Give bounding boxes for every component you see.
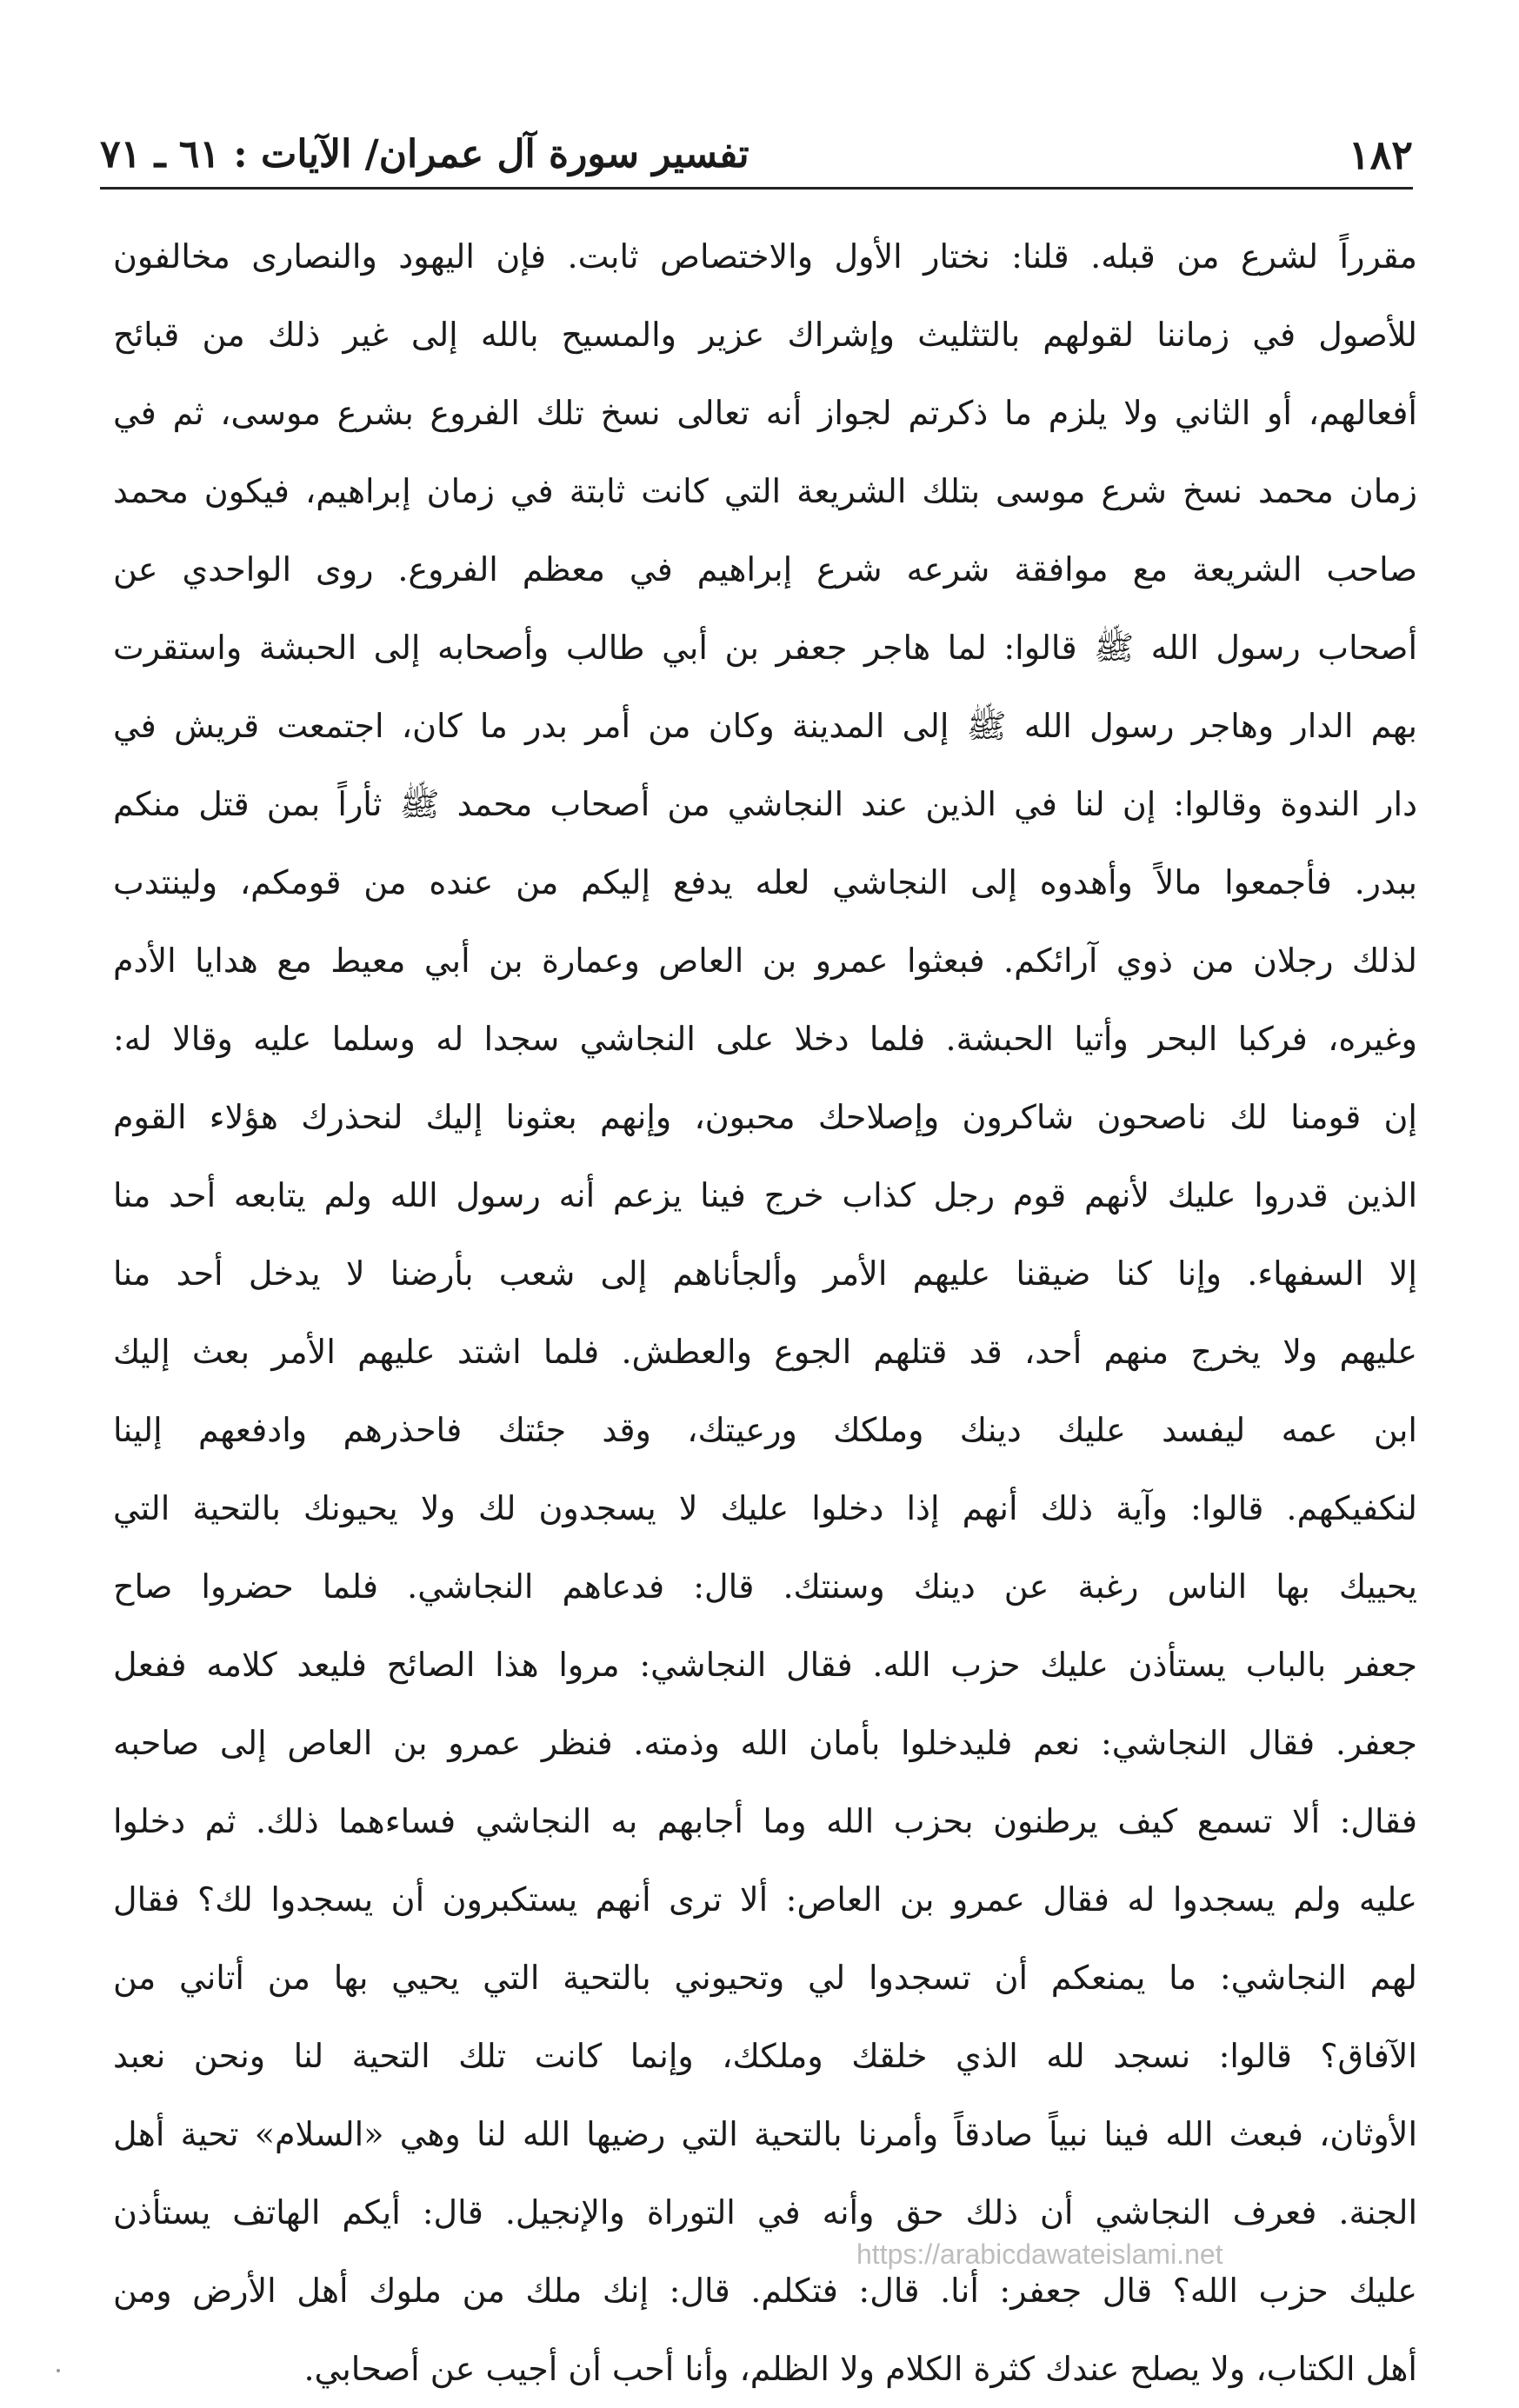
text-line: أفعالهم، أو الثاني ولا يلزم ما ذكرتم لجواز أنه تعالى نسخ تلك الفروع بشرع موسى، ثم في <box>113 394 1417 432</box>
text-line: لنكفيكهم. قالوا: وآية ذلك أنهم إذا دخلوا عليك لا يسجدون لك ولا يحيونك بالتحية التي <box>113 1489 1417 1527</box>
page-number: ١٨٢ <box>1348 131 1413 178</box>
text-line: أهل الكتاب، ولا يصلح عندك كثرة الكلام ولا الظلم، وأنا أحب أن أجيب عن أصحابي. <box>303 2350 1417 2388</box>
text-line: للأصول في زماننا لقولهم بالتثليث وإشراك عزير والمسيح بالله إلى غير ذلك من قبائح <box>113 316 1417 354</box>
running-title: تفسير سورة آل عمران/ الآيات : ٦١ ـ ٧١ <box>100 132 750 176</box>
text-line: ابن عمه ليفسد عليك دينك وملكك ورعيتك، وقد جئتك فاحذرهم وادفعهم إلينا <box>113 1411 1417 1449</box>
text-line: الذين قدروا عليك لأنهم قوم رجل كذاب خرج فينا يزعم أنه رسول الله ولم يتابعه أحد منا <box>113 1176 1417 1214</box>
text-line: لذلك رجلان من ذوي آرائكم. فبعثوا عمرو بن العاص وعمارة بن أبي معيط مع هدايا الأدم <box>113 941 1417 980</box>
text-line: إن قومنا لك ناصحون شاكرون وإصلاحك محبون، وإنهم بعثونا إليك لنحذرك هؤلاء القوم <box>113 1098 1417 1136</box>
text-line: صاحب الشريعة مع موافقة شرعه شرع إبراهيم في معظم الفروع. روى الواحدي عن <box>113 550 1417 589</box>
text-line: لهم النجاشي: ما يمنعكم أن تسجدوا لي وتحيوني بالتحية التي يحيي بها من أتاني من <box>113 1959 1417 1997</box>
scan-speck <box>57 2369 60 2372</box>
text-line: الآفاق؟ قالوا: نسجد لله الذي خلقك وملكك، وإنما كانت تلك التحية لنا ونحن نعبد <box>113 2037 1417 2075</box>
text-line: يحييك بها الناس رغبة عن دينك وسنتك. قال: فدعاهم النجاشي. فلما حضروا صاح <box>113 1567 1417 1606</box>
text-line: دار الندوة وقالوا: إن لنا في الذين عند النجاشي من أصحاب محمد ﷺ ثأراً بمن قتل منكم <box>113 785 1417 823</box>
page-header <box>100 129 1413 190</box>
text-line: عليهم ولا يخرج منهم أحد، قد قتلهم الجوع والعطش. فلما اشتد عليهم الأمر بعث إليك <box>113 1333 1417 1371</box>
text-line: الجنة. فعرف النجاشي أن ذلك حق وأنه في التوراة والإنجيل. قال: أيكم الهاتف يستأذن <box>113 2193 1417 2232</box>
text-line: فقال: ألا تسمع كيف يرطنون بحزب الله وما أجابهم به النجاشي فساءهما ذلك. ثم دخلوا <box>113 1802 1417 1840</box>
text-line: بهم الدار وهاجر رسول الله ﷺ إلى المدينة وكان من أمر بدر ما كان، اجتمعت قريش في <box>113 707 1417 745</box>
watermark-url: https://arabicdawateislami.net <box>856 2238 1223 2270</box>
text-line: عليه ولم يسجدوا له فقال عمرو بن العاص: ألا ترى أنهم يستكبرون أن يسجدوا لك؟ فقال <box>113 1880 1417 1919</box>
text-line: أصحاب رسول الله ﷺ قالوا: لما هاجر جعفر بن أبي طالب وأصحابه إلى الحبشة واستقرت <box>113 629 1417 667</box>
text-line: إلا السفهاء. وإنا كنا ضيقنا عليهم الأمر وألجأناهم إلى شعب بأرضنا لا يدخل أحد منا <box>113 1254 1417 1293</box>
header-rule <box>100 187 1413 190</box>
text-line: جعفر. فقال النجاشي: نعم فليدخلوا بأمان الله وذمته. فنظر عمرو بن العاص إلى صاحبه <box>113 1724 1417 1762</box>
body-text <box>113 217 1417 2408</box>
text-line: جعفر بالباب يستأذن عليك حزب الله. فقال النجاشي: مروا هذا الصائح فليعد كلامه ففعل <box>113 1646 1417 1684</box>
text-line: ببدر. فأجمعوا مالاً وأهدوه إلى النجاشي لعله يدفع إليكم من عنده من قومكم، ولينتدب <box>113 863 1417 901</box>
text-line: الأوثان، فبعث الله فينا نبياً صادقاً وأمرنا بالتحية التي رضيها الله لنا وهي «السلام» تحية أهل <box>113 2115 1417 2153</box>
text-line: وغيره، فركبا البحر وأتيا الحبشة. فلما دخلا على النجاشي سجدا له وسلما عليه وقالا له: <box>113 1020 1417 1058</box>
text-line: مقرراً لشرع من قبله. قلنا: نختار الأول والاختصاص ثابت. فإن اليهود والنصارى مخالفون <box>113 237 1417 276</box>
text-line: زمان محمد نسخ شرع موسى بتلك الشريعة التي كانت ثابتة في زمان إبراهيم، فيكون محمد <box>113 472 1417 510</box>
text-line: عليك حزب الله؟ قال جعفر: أنا. قال: فتكلم. قال: إنك ملك من ملوك أهل الأرض ومن <box>113 2272 1417 2310</box>
